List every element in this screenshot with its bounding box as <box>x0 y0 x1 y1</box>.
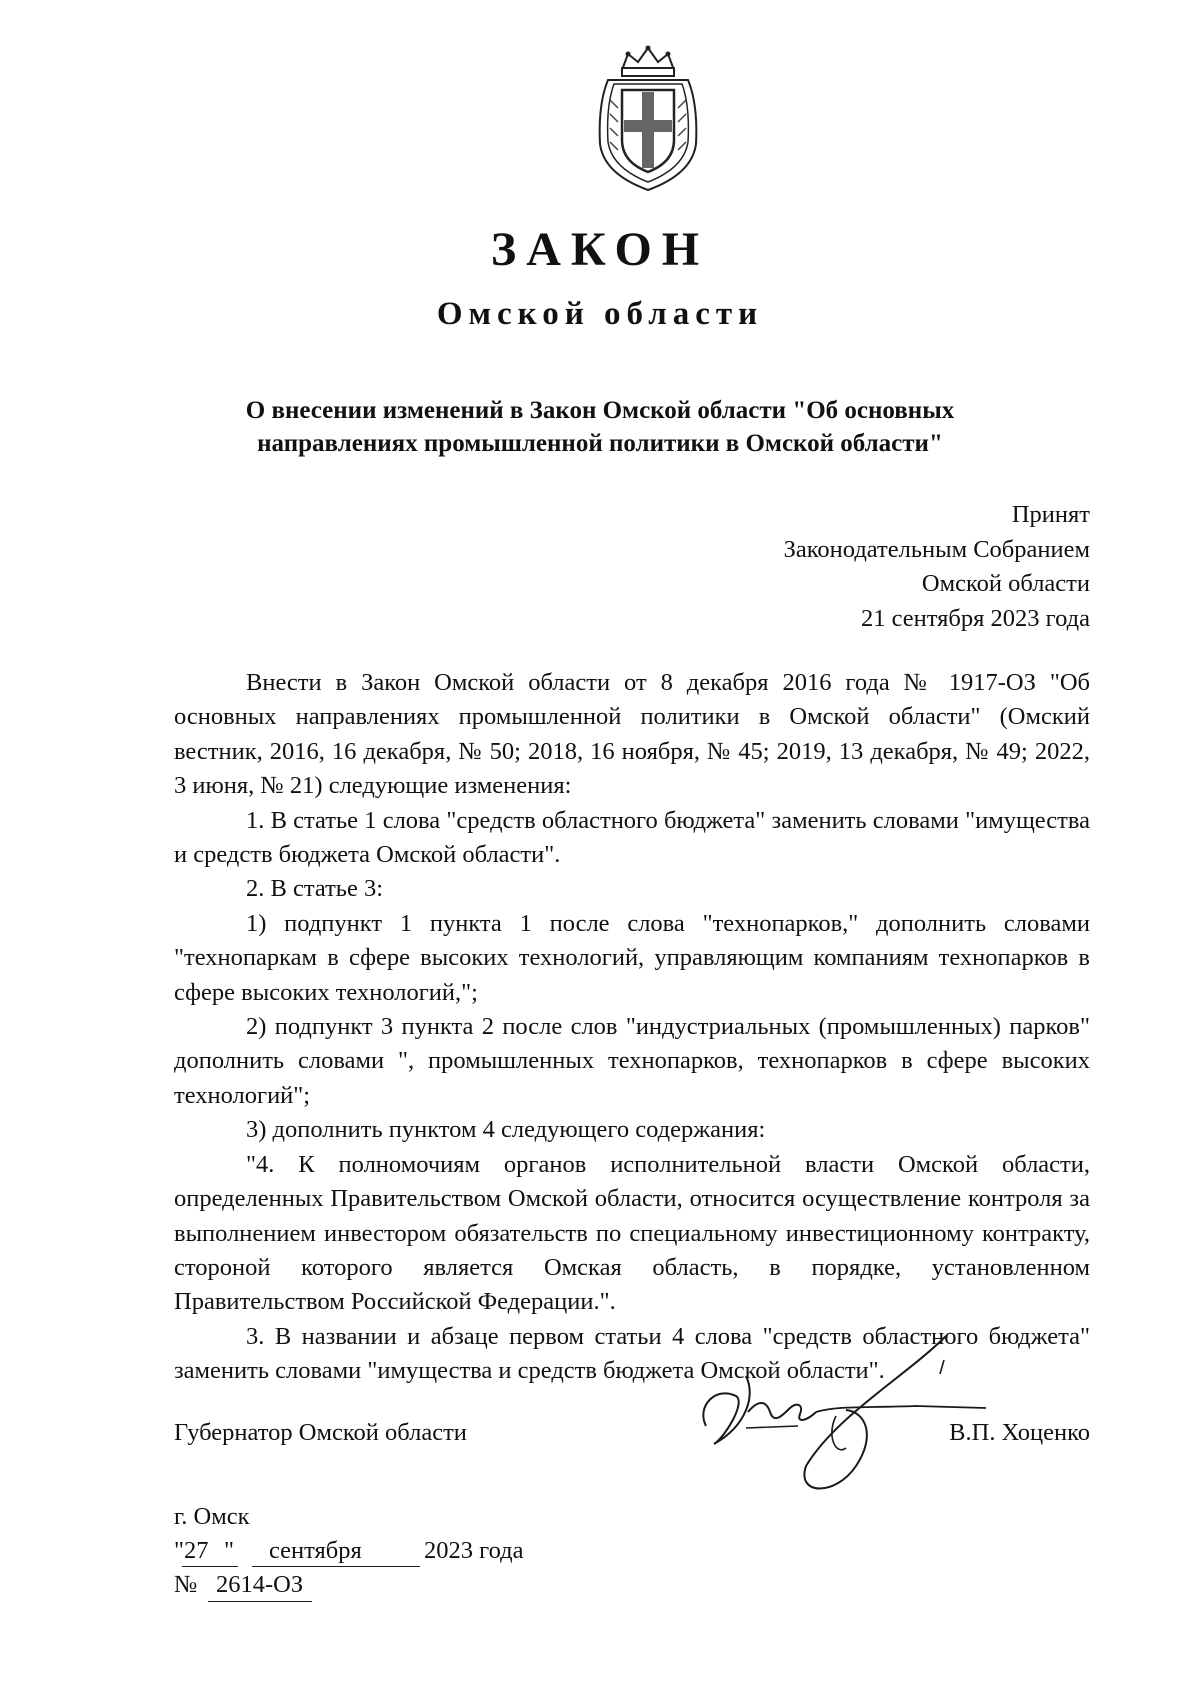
paragraph-item-2: 2. В статье 3: <box>246 875 384 903</box>
handwritten-signature-icon <box>686 1316 1006 1506</box>
law-name-line-1: О внесении изменений в Закон Омской области "Об основных <box>245 397 955 424</box>
date-quote-close: " <box>224 1537 235 1564</box>
signing-date <box>174 1534 594 1568</box>
date-year: 2023 года <box>424 1537 524 1564</box>
adoption-note <box>784 498 1090 636</box>
paragraph-subitem-1: 1) подпункт 1 пункта 1 после слова "технопарков," дополнить словами "технопаркам в сфере высоких технологий, управляющим компаниям технопарков в сфере высоких технологий,"; <box>174 909 1090 1006</box>
number-underline <box>208 1601 312 1602</box>
adoption-line-3: Омской области <box>921 570 1090 597</box>
number-value: 2614-ОЗ <box>216 1571 304 1598</box>
date-quote-open: " <box>174 1537 185 1564</box>
paragraph-subitem-3: 3) дополнить пунктом 4 следующего содержания: <box>246 1116 766 1144</box>
date-month: сентября <box>269 1537 362 1564</box>
adoption-line-4: 21 сентября 2023 года <box>861 604 1090 632</box>
day-underline <box>182 1566 238 1567</box>
number-sign: № <box>174 1571 198 1598</box>
paragraph-item-3: 3. В названии и абзаце первом статьи 4 слова "средств областного бюджета" заменить словами "имущества и средств бюджета Омской области". <box>174 1322 1090 1385</box>
law-name <box>0 394 1200 460</box>
law-number <box>174 1568 374 1604</box>
document-title: ЗАКОН <box>490 223 710 276</box>
adoption-line-1: Принят <box>1011 501 1090 528</box>
paragraph-subitem-2: 2) подпункт 3 пункта 2 после слов "индустриальных (промышленных) парков" дополнить словами ", промышленных технопарков, технопарков в сфере высоких технологий"; <box>174 1013 1090 1109</box>
paragraph-quoted-point-4: "4. К полномочиям органов исполнительной власти Омской области, определенных Правительством Омской области, относится осуществление контроля за выполнением инвестором обязательств по специальному инвестиционному контракту, стороной которого является Омская область, в порядке, установленном Правительством Российской Федерации.". <box>174 1150 1090 1316</box>
date-day: 27 <box>184 1537 209 1564</box>
coat-of-arms-icon <box>588 44 708 192</box>
signatory-name: В.П. Хоценко <box>949 1419 1090 1446</box>
paragraph-preamble: Внести в Закон Омской области от 8 декабря 2016 года № 1917-ОЗ "Об основных направлениях промышленной политики в Омской области" (Омский вестник, 2016, 16 декабря, № 50; 2018, 16 ноября, № 45; 2019, 13 декабря, № 49; 2022, 3 июня, № 21) следующие изменения: <box>174 669 1090 800</box>
law-body <box>174 666 1090 1389</box>
paragraph-item-1: 1. В статье 1 слова "средств областного бюджета" заменить словами "имущества и средств бюджета Омской области". <box>174 806 1090 869</box>
place-of-signing: г. Омск <box>174 1503 250 1530</box>
document-subtitle: Омской области <box>436 296 764 332</box>
month-underline <box>252 1566 420 1567</box>
signatory-position: Губернатор Омской области <box>174 1419 467 1446</box>
adoption-line-2: Законодательным Собранием <box>783 535 1090 563</box>
law-name-line-2: направлениях промышленной политики в Омской области" <box>257 430 943 457</box>
